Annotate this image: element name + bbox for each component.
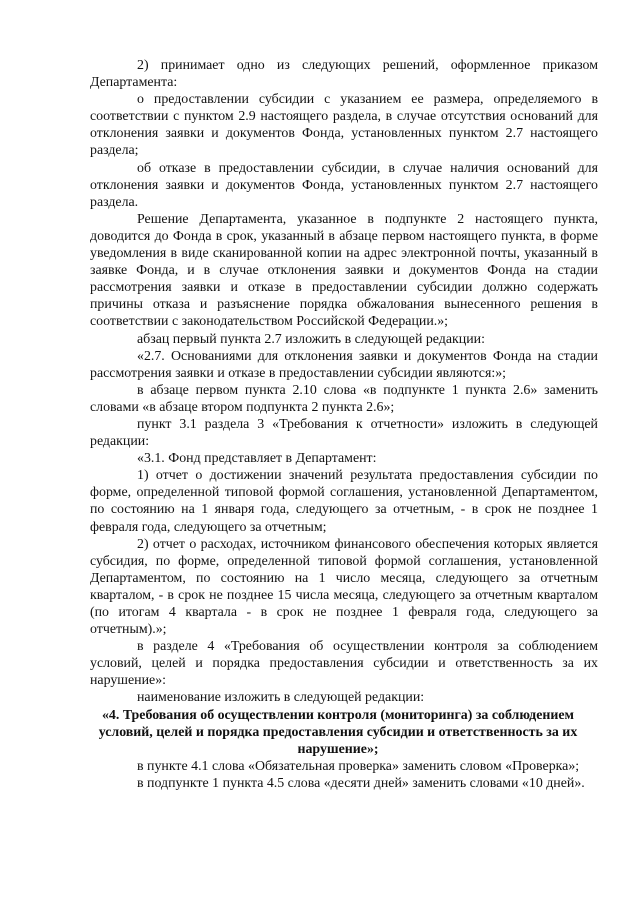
paragraph: абзац первый пункта 2.7 изложить в следующей редакции: xyxy=(137,331,485,347)
paragraph: 1) отчет о достижении значений результата предоставления субсидии по форме, определенной типовой формой соглашения, установленной Департаментом, по состоянию на 1 января года, следующего за отчетным, - в срок не позднее 1 февраля года, следующего за отчетным; xyxy=(90,468,598,535)
paragraph: в разделе 4 «Требования об осуществлении контроля за соблюдением условий, целей и порядка предоставления субсидии и ответственность за их нарушение»: xyxy=(90,639,598,689)
paragraph: «2.7. Основаниями для отклонения заявки и документов Фонда на стадии рассмотрения заявки и отказе в предоставлении субсидии являются:»; xyxy=(90,348,598,381)
paragraph: «3.1. Фонд представляет в Департамент: xyxy=(137,451,377,467)
paragraph: об отказе в предоставлении субсидии, в случае наличия оснований для отклонения заявки и документов Фонда, установленных пунктом 2.7 настоящего раздела. xyxy=(90,160,598,210)
paragraph: 2) отчет о расходах, источником финансового обеспечения которых является субсидия, по форме, определенной типовой формой соглашения, установленной Департаментом, по состоянию на 1 число месяца, следующего за отчетным кварталом, - в срок не позднее 15 числа месяца, следующего за отчетным кварталом (по итогам 4 квартала - в срок не позднее 1 февраля года, следующего за отчетным).»; xyxy=(90,536,598,638)
section-heading: «4. Требования об осуществлении контроля (мониторинга) за соблюдением условий, целей и порядка предоставления субсидии и ответственность за их нарушение»; xyxy=(98,707,578,757)
paragraph: 2) принимает одно из следующих решений, оформленное приказом Департамента: xyxy=(90,58,598,91)
paragraph: в абзаце первом пункта 2.10 слова «в подпункте 1 пункта 2.6» заменить словами «в абзаце втором подпункта 2 пункта 2.6»; xyxy=(90,382,598,415)
paragraph: Решение Департамента, указанное в подпункте 2 настоящего пункта, доводится до Фонда в срок, указанный в абзаце первом настоящего пункта, в форме уведомления в виде сканированной копии на адрес электронной почты, указанный в заявке Фонда, и в случае отклонения заявки и документов Фонда на стадии рассмотрения заявки и отказе в предоставлении субсидии должно содержать причины отказа и разъяснение порядка обжалования вынесенного решения в соответствии с законодательством Российской Федерации.»; xyxy=(90,211,598,330)
paragraph: о предоставлении субсидии с указанием ее размера, определяемого в соответствии с пунктом 2.9 настоящего раздела, в случае отсутствия оснований для отклонения заявки и документов Фонда, установленных пунктом 2.7 настоящего раздела; xyxy=(90,92,598,159)
paragraph: наименование изложить в следующей редакции: xyxy=(137,690,425,706)
paragraph: в пункте 4.1 слова «Обязательная проверка» заменить словом «Проверка»; xyxy=(137,758,580,774)
paragraph: в подпункте 1 пункта 4.5 слова «десяти дней» заменить словами «10 дней». xyxy=(137,775,585,791)
paragraph: пункт 3.1 раздела 3 «Требования к отчетности» изложить в следующей редакции: xyxy=(90,416,598,450)
